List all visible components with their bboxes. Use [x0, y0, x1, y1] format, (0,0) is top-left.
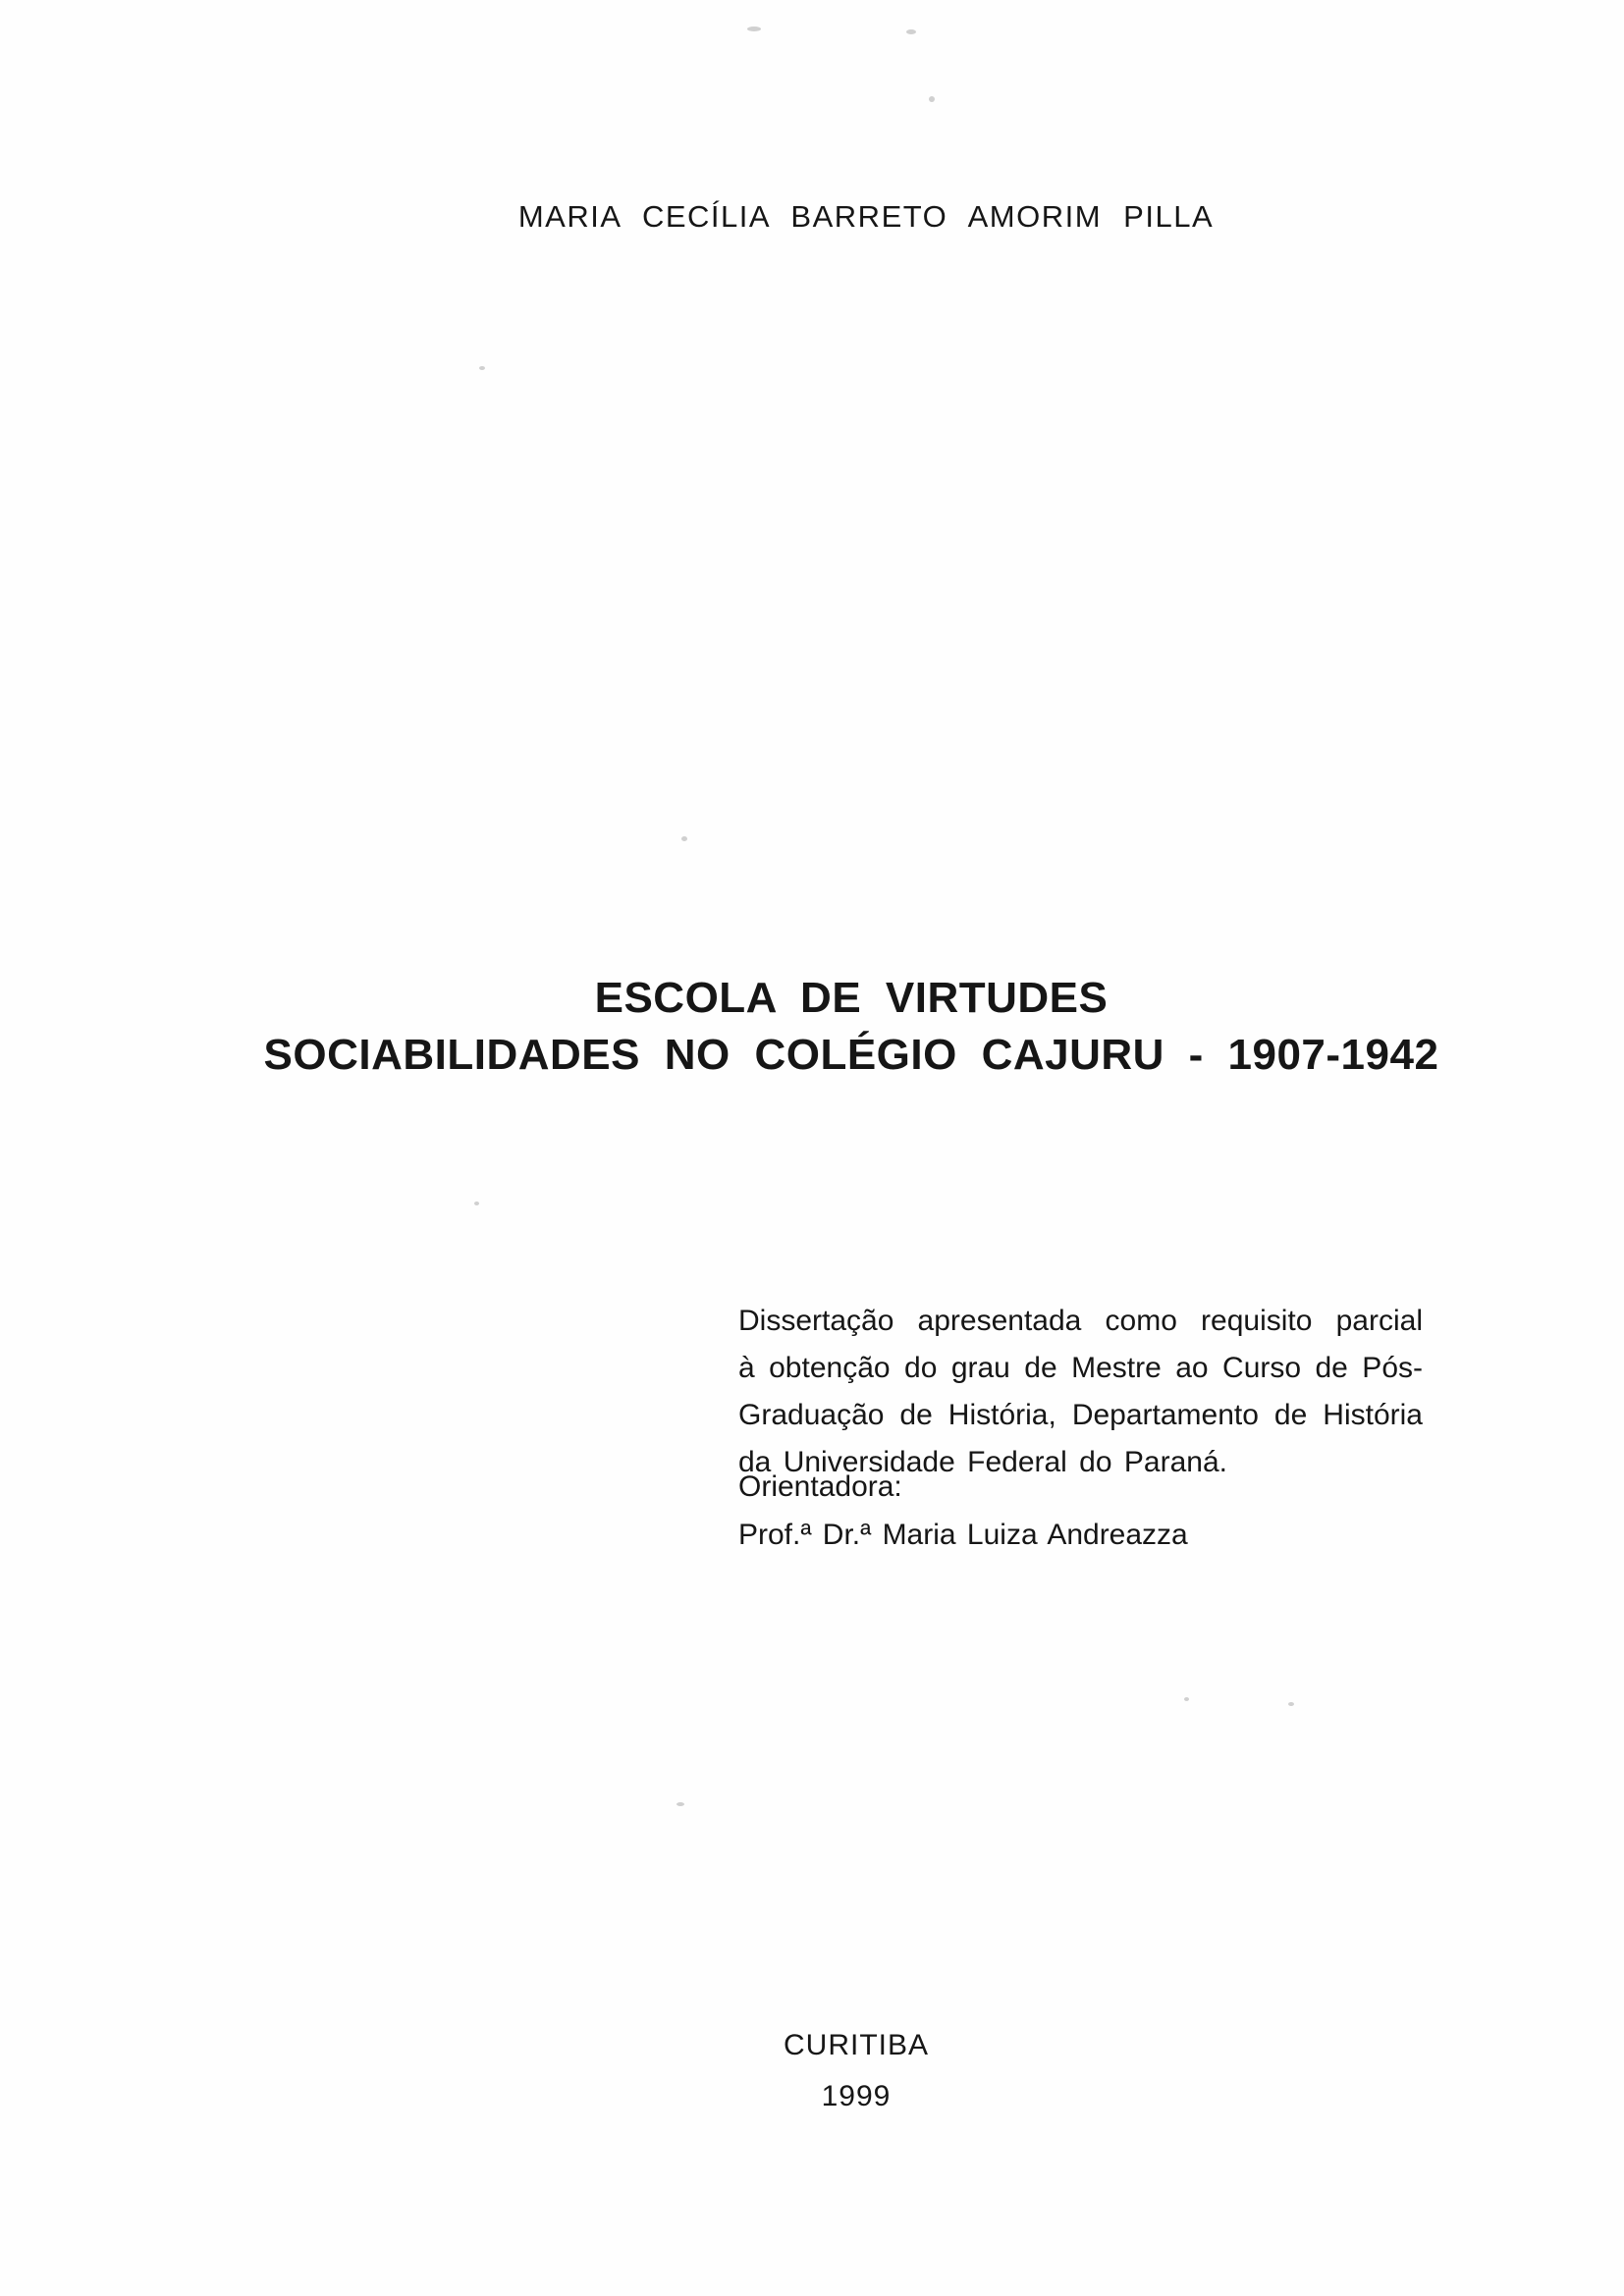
scan-speck	[1184, 1697, 1189, 1701]
scan-speck	[681, 836, 687, 841]
advisor-block	[738, 1463, 1423, 1559]
advisor-label: Orientadora:	[738, 1470, 902, 1503]
scan-speck	[677, 1802, 684, 1806]
dissertation-note-line: da Universidade Federal do Paraná.	[738, 1446, 1227, 1478]
scan-speck	[474, 1201, 479, 1205]
scan-speck	[929, 96, 935, 102]
scan-speck	[1288, 1702, 1294, 1706]
dissertation-note-line: Dissertação apresentada como requisito parcial	[738, 1305, 1423, 1337]
scan-speck	[479, 366, 485, 370]
scan-speck	[906, 29, 916, 34]
imprint-block	[44, 2020, 1624, 2122]
advisor-name: Prof.ª Dr.ª Maria Luiza Andreazza	[738, 1519, 1188, 1551]
imprint-city: CURITIBA	[783, 2029, 929, 2061]
imprint-year: 1999	[821, 2080, 892, 2112]
author-name: MARIA CECÍLIA BARRETO AMORIM PILLA	[517, 199, 1215, 234]
thesis-title	[39, 970, 1624, 1084]
dissertation-note-line: à obtenção do grau de Mestre ao Curso de Pós-	[738, 1352, 1423, 1384]
thesis-title-line2: SOCIABILIDADES NO COLÉGIO CAJURU - 1907-1942	[263, 1031, 1439, 1079]
dissertation-note-line: Graduação de História, Departamento de História	[738, 1399, 1423, 1431]
dissertation-note	[738, 1298, 1423, 1486]
scan-speck	[747, 27, 761, 31]
thesis-title-line1: ESCOLA DE VIRTUDES	[594, 974, 1109, 1022]
